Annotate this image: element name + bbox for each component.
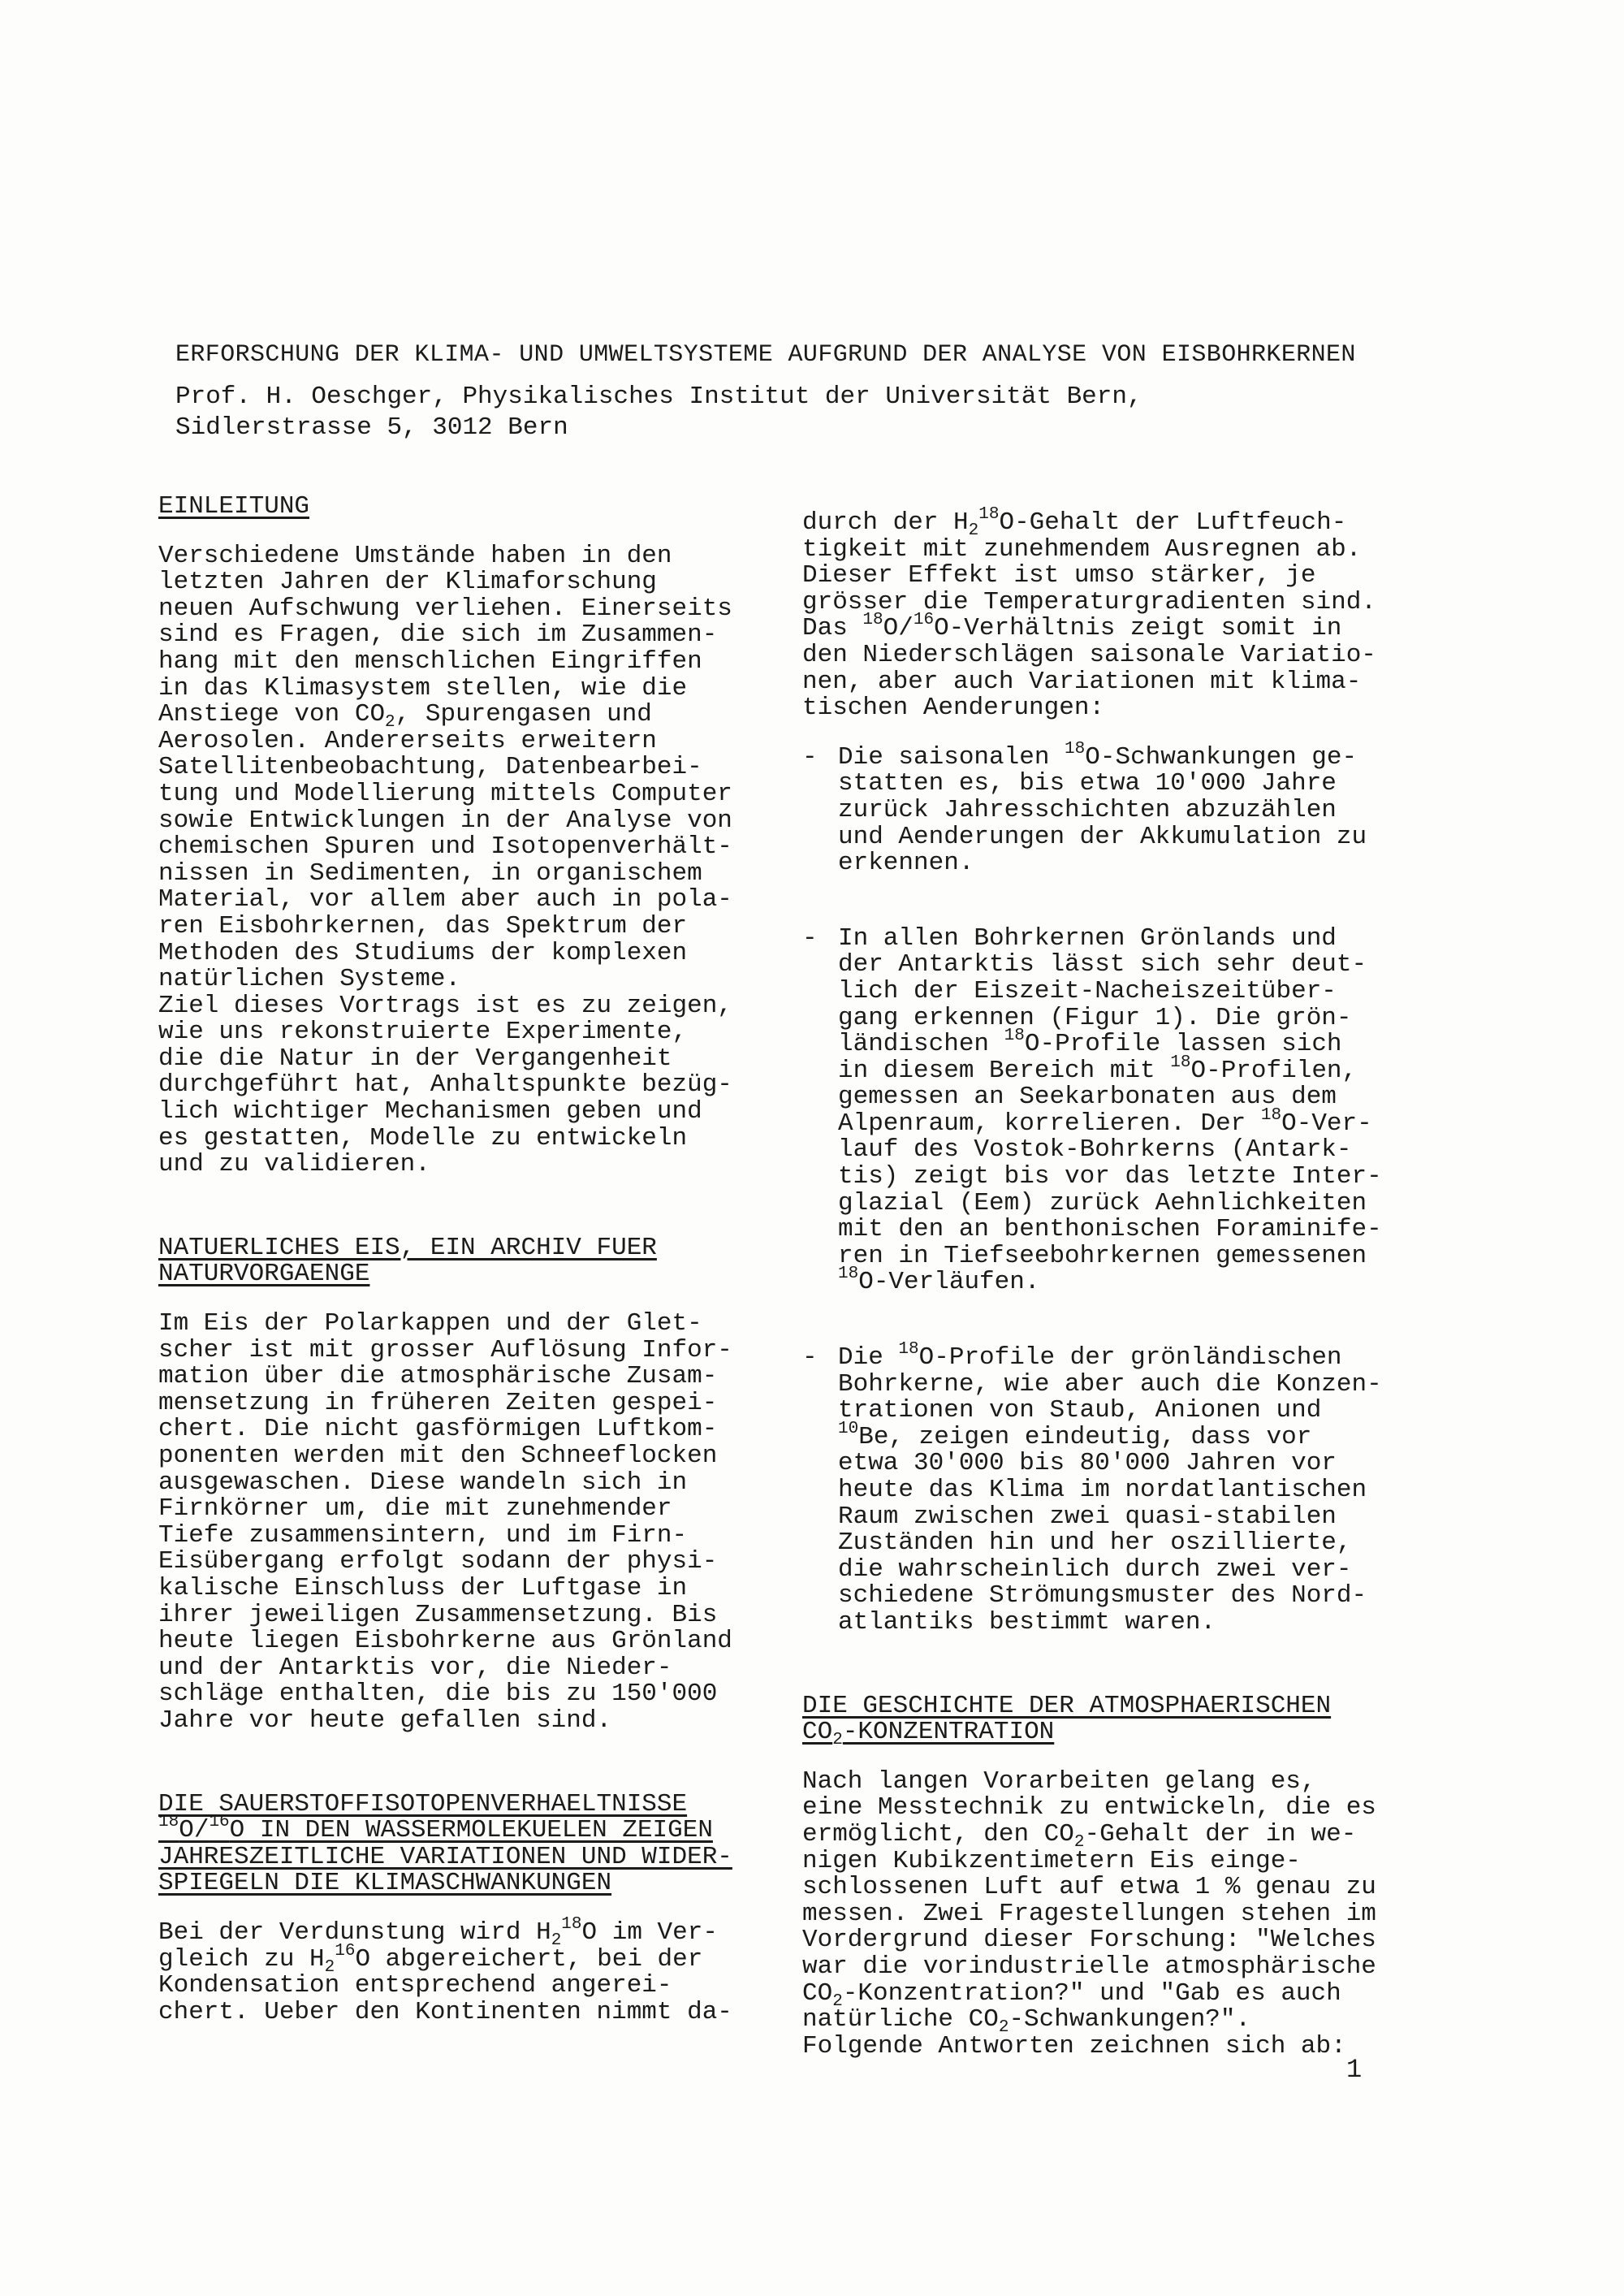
section-heading-sauerstoffisotopen: DIE SAUERSTOFFISOTOPENVERHAELTNISSE $^{18}$O/$^{16}$O IN DEN WASSERMOLEKUELEN ZEIGEN JAHRESZEITLICHE VARIATIONEN UND WIDER- SPIEGELN DIE KLIMASCHWANKUNGEN [158,1789,732,1898]
bullet-dash: - [802,742,818,772]
document-title: ERFORSCHUNG DER KLIMA- UND UMWELTSYSTEME AUFGRUND DER ANALYSE VON EISBOHRKERNEN [175,341,1356,369]
paragraph-continuation: durch der $H_2^{18}O$-Gehalt der Luftfeuch- tigkeit mit zunehmendem Ausregnen ab. Dieser Effekt ist umso stärker, je grösser die Temperaturgradienten sind. Das $^{18}$O/$^{16}$O-Verhältnis zeigt somit in den Niederschlägen saisonale Variatio- nen, aber auch Variationen mit klima- tischen Aenderungen: [802,505,1376,723]
section-heading-einleitung: EINLEITUNG [158,492,310,521]
bullet-dash: - [802,1343,818,1373]
section-heading-co2-geschichte: DIE GESCHICHTE DER ATMOSPHAERISCHEN $CO_2$-KONZENTRATION [802,1691,1332,1750]
address-line: Sidlerstrasse 5, 3012 Bern [175,413,568,442]
paragraph-einleitung: Verschiedene Umstände haben in den letzten Jahren der Klimaforschung neuen Aufschwung verliehen. Einerseits sind es Fragen, die sich im Zusammen- hang mit den menschlichen Eingriffen in das Klimasystem stellen, wie die Anstiege von $CO_2$, Spurengasen und Aerosolen. Andererseits erweitern Satellitenbeobachtung, Datenbearbei- tung und Modellierung mittels Computer sowie Entwicklungen in der Analyse von chemischen Spuren und Isotopenverhält- nissen in Sedimenten, in organischem Material, vor allem aber auch in pola- ren Eisbohrkernen, das Spektrum der Methoden des Studiums der komplexen natürlichen Systeme. Ziel dieses Vortrags ist es zu zeigen, wie uns rekonstruierte Experimente, die die Natur in der Vergangenheit durchgeführt hat, Anhaltspunkte bezüg- lich wichtiger Mechanismen geben und es gestatten, Modelle zu entwickeln und zu validieren. [158,541,732,1179]
paragraph-verdunstung: Bei der Verdunstung wird $H_2^{18}O$ im Ver- gleich zu $H_2^{16}O$ abgereichert, bei der Kondensation entsprechend angerei- chert. Ueber den Kontinenten nimmt da- [158,1914,732,2026]
author-line: Prof. H. Oeschger, Physikalisches Institut der Universität Bern, [175,383,1142,411]
left-column [158,494,775,2026]
section-heading-natuerliches-eis: NATUERLICHES EIS, EIN ARCHIV FUER NATURVORGAENGE [158,1233,657,1289]
paragraph-natuerliches-eis: Im Eis der Polarkappen und der Glet- scher ist mit grosser Auflösung Infor- mation über die atmosphärische Zusam- mensetzung in früheren Zeiten gespei- chert. Die nicht gasförmigen Luftkom- ponenten werden mit den Schneeflocken ausgewaschen. Diese wandeln sich in Firnkörner um, die mit zunehmender Tiefe zusammensintern, und im Firn- Eisübergang erfolgt sodann der physi- kalische Einschluss der Luftgase in ihrer jeweiligen Zusammensetzung. Bis heute liegen Eisbohrkerne aus Grönland und der Antarktis vor, die Nieder- schläge enthalten, die bis zu 150'000 Jahre vor heute gefallen sind. [158,1309,732,1735]
bullet-dash: - [802,923,818,953]
page-number: 1 [1346,2055,1363,2085]
paragraph-co2: Nach langen Vorarbeiten gelang es, eine Messtechnik zu entwickeln, die es ermöglicht, den $CO_2$-Gehalt der in we- nigen Kubikzentimetern Eis einge- schlossenen Luft auf etwa 1 % genau zu messen. Zwei Fragestellungen stehen im Vordergrund dieser Forschung: "Welches war die vorindustrielle atmosphärische $CO_2$-Konzentration?" und "Gab es auch natürliche $CO_2$-Schwankungen?". Folgende Antworten zeichnen sich ab: [802,1766,1376,2060]
right-column [802,505,1427,2060]
author-block [175,382,1142,443]
bullet-item: - Die $^{18}$O-Profile der grönländischen Bohrkerne, wie aber auch die Konzen- trationen von Staub, Anionen und $^{10}$Be, zeigen eindeutig, dass vor etwa 30'000 bis 80'000 Jahren vor heute das Klima im nordatlantischen Raum zwischen zwei quasi-stabilen Zuständen hin und her oszillierte, die wahrscheinlich durch zwei ver- schiedene Strömungsmuster des Nord- atlantiks bestimmt waren. [802,1340,1382,1637]
bullet-item: - Die saisonalen $^{18}$O-Schwankungen ge- statten es, bis etwa 10'000 Jahre zurück Jahresschichten abzuzählen und Aenderungen der Akkumulation zu erkennen. [802,739,1367,878]
bullet-item: - In allen Bohrkernen Grönlands und der Antarktis lässt sich sehr deut- lich der Eiszeit-Nacheiszeitüber- gang erkennen (Figur 1). Die grön- ländischen $^{18}$O-Profile lassen sich in diesem Bereich mit $^{18}$O-Profilen, gemessen an Seekarbonaten aus dem Alpenraum, korrelieren. Der $^{18}$O-Ver- lauf des Vostok-Bohrkerns (Antark- tis) zeigt bis vor das letzte Inter- glazial (Eem) zurück Aehnlichkeiten mit den an benthonischen Foraminife- ren in Tiefseebohrkernen gemessenen $^{18}$O-Verläufen. [802,923,1382,1297]
